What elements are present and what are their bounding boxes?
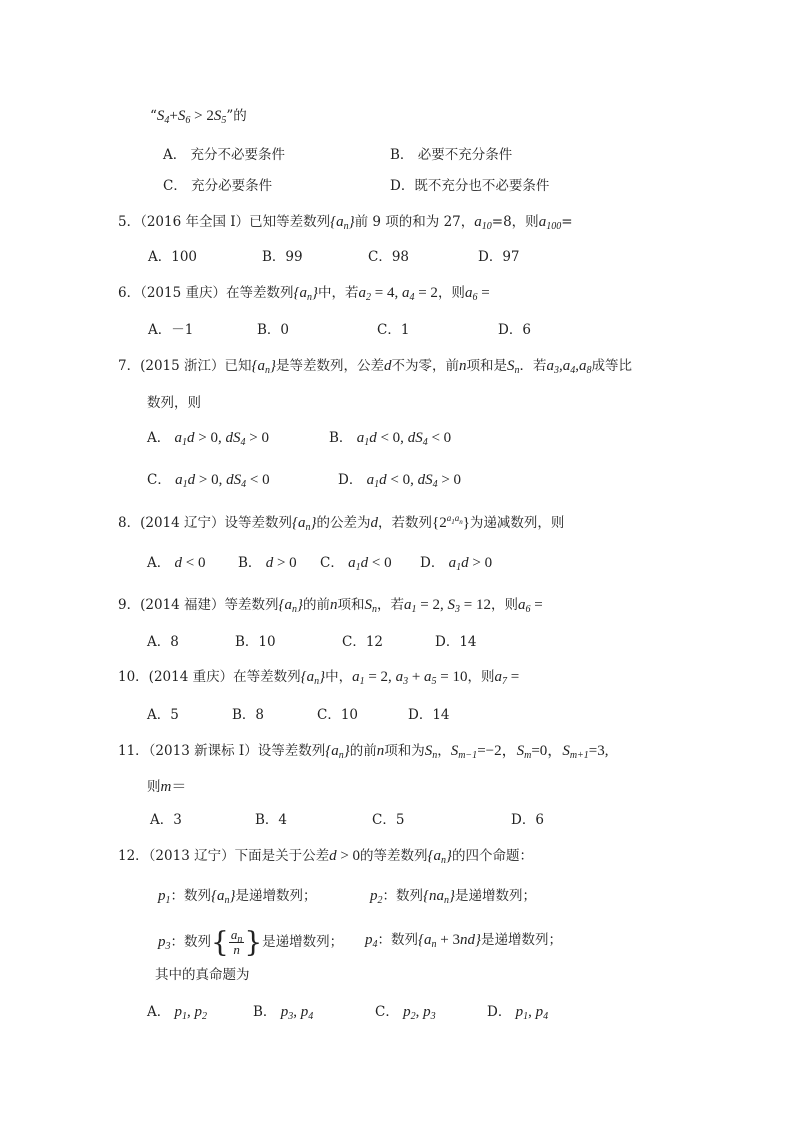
q12-option-b[interactable]: B． $p_3$, $p_4$: [253, 1004, 314, 1022]
q6-stem: 6．（2015 重庆）在等差数列$\{a_n\}$中，若$a_2 = 4$, $a_4 = 2$，则$a_6$ =: [118, 285, 490, 303]
q12-question: 其中的真命题为: [155, 967, 250, 983]
q12-option-a[interactable]: A． $p_1$, $p_2$: [147, 1004, 208, 1022]
q6-option-c[interactable]: C．1: [377, 322, 410, 338]
q9-option-c[interactable]: C．12: [342, 634, 384, 650]
q9-option-b[interactable]: B．10: [235, 634, 276, 650]
q12-option-d[interactable]: D． $p_1$, $p_4$: [487, 1004, 549, 1022]
q8-stem: 8．(2014 辽宁）设等差数列$\{a_n\}$的公差为d，若数列$\{2^{a_1a_n}\}$为递减数列，则: [118, 513, 565, 533]
q10-option-d[interactable]: D．14: [408, 707, 450, 723]
q11-stem: 11．（2013 新课标 I）设等差数列$\{a_n\}$的前n项和为$S_n$，$S_{m-1}=-2$，$S_m=0$，$S_{m+1}=3$,: [118, 743, 609, 761]
q4-option-c[interactable]: C． 充分必要条件: [163, 178, 273, 194]
q9-option-d[interactable]: D．14: [435, 634, 477, 650]
q11-option-b[interactable]: B．4: [255, 812, 288, 828]
q11-option-a[interactable]: A．3: [150, 812, 182, 828]
q4-condition: “$S_4+S_6 > 2S_5$”的: [150, 108, 247, 126]
q7-stem-line2: 数列，则: [147, 395, 201, 411]
q11-option-d[interactable]: D．6: [511, 812, 544, 828]
q7-option-c[interactable]: C． $a_1d > 0$, $dS_4 < 0$: [147, 472, 270, 490]
q8-option-d[interactable]: D． $a_1d > 0$: [420, 555, 493, 573]
q5-option-d[interactable]: D．97: [478, 249, 520, 265]
q8-option-a[interactable]: A． d < 0: [147, 555, 206, 571]
q7-stem: 7．(2015 浙江）已知$\{a_n\}$是等差数列，公差d不为零，前n项和是$S_n$．若$a_3,a_4,a_8$成等比: [118, 358, 633, 376]
q7-option-a[interactable]: A． $a_1d > 0$, $dS_4 > 0$: [147, 430, 269, 448]
q5-option-b[interactable]: B．99: [262, 249, 303, 265]
q5-option-c[interactable]: C．98: [368, 249, 410, 265]
q12-proposition-p4: $p_4$：数列$\{a_n + 3nd\}$是递增数列；: [365, 932, 562, 950]
q6-option-d[interactable]: D．6: [498, 322, 531, 338]
q11-stem-line2: 则m＝: [147, 779, 187, 795]
q12-stem: 12．（2013 辽宁）下面是关于公差d > 0的等差数列$\{a_n\}$的四个命题：: [118, 848, 534, 866]
q7-option-d[interactable]: D． $a_1d < 0$, $dS_4 > 0$: [338, 472, 462, 490]
q10-option-c[interactable]: C．10: [317, 707, 359, 723]
q4-option-d[interactable]: D．既不充分也不必要条件: [390, 178, 550, 194]
q10-option-a[interactable]: A．5: [147, 707, 179, 723]
q7-option-b[interactable]: B． $a_1d < 0$, $dS_4 < 0$: [329, 430, 452, 448]
q6-option-a[interactable]: A．－1: [148, 322, 194, 338]
q10-option-b[interactable]: B．8: [232, 707, 265, 723]
q12-proposition-p1: $p_1$：数列$\{a_n\}$是递增数列；: [158, 888, 317, 906]
q4-option-b[interactable]: B． 必要不充分条件: [390, 147, 513, 163]
q6-option-b[interactable]: B．0: [257, 322, 290, 338]
q12-proposition-p3: $p_3$：数列{ $\frac{a_n}{n}$ }是递增数列；: [158, 925, 344, 959]
q4-option-a[interactable]: A． 充分不必要条件: [163, 147, 286, 163]
q8-option-b[interactable]: B． d > 0: [238, 555, 297, 571]
q10-stem: 10．(2014 重庆）在等差数列$\{a_n\}$中，$a_1 = 2$, $a_3 + a_5 = 10$，则$a_7$ =: [118, 669, 520, 687]
q12-proposition-p2: $p_2$：数列$\{na_n\}$是递增数列；: [370, 888, 536, 906]
q5-stem: 5．（2016 年全国 I）已知等差数列$\{a_n\}$前 9 项的和为 27，$a_{10}=8$，则$a_{100}=$: [118, 214, 573, 232]
q5-option-a[interactable]: A．100: [148, 249, 198, 265]
q11-option-c[interactable]: C．5: [372, 812, 405, 828]
q8-option-c[interactable]: C． $a_1d < 0$: [320, 555, 392, 573]
q12-option-c[interactable]: C． $p_2$, $p_3$: [375, 1004, 436, 1022]
q9-option-a[interactable]: A．8: [147, 634, 179, 650]
q9-stem: 9．(2014 福建）等差数列$\{a_n\}$的前n项和$S_n$，若$a_1 = 2$, $S_3 = 12$，则$a_6$ =: [118, 597, 543, 615]
